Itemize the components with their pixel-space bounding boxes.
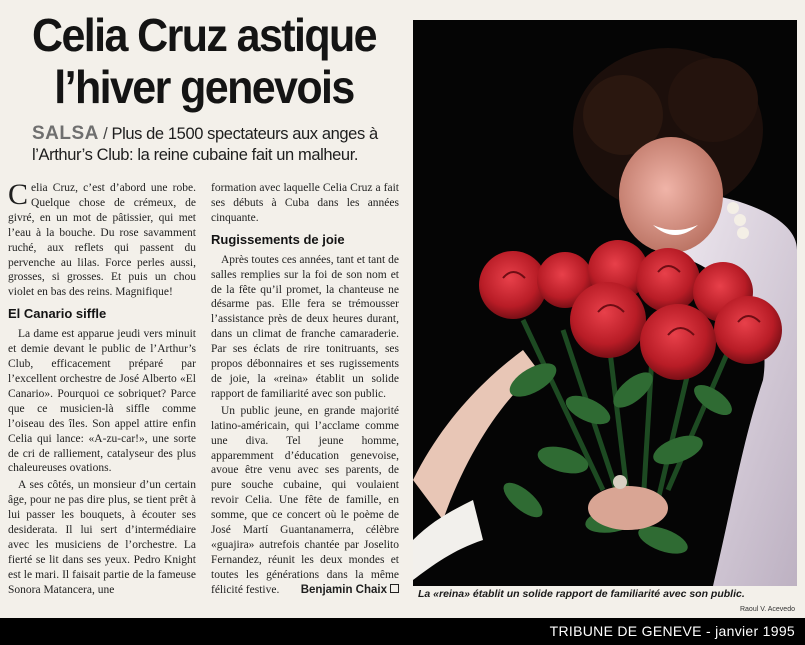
byline: [291, 583, 399, 598]
byline-author: Benjamin Chaix: [300, 583, 387, 596]
ring: [613, 475, 627, 489]
paragraph-text: elia Cruz, c’est d’abord une robe. Quelque chose de crémeux, de givré, en un mot de pâtissier, qui met l’eau à la bouche. Du rose savamment ruché, aux reflets qui passent du pervenche au lilas. Force perles aussi, grosses, si grosses. Et puis un chou violet en bas des reins. Magnifique!: [8, 182, 196, 299]
subheading-el-canario: El Canario siffle: [8, 306, 107, 322]
hair-curl: [668, 58, 758, 142]
deck-separator: /: [98, 125, 112, 143]
face-shape: [619, 137, 723, 253]
article-column-2: [211, 181, 399, 600]
deck-subheadline: [32, 123, 402, 166]
article-paragraph: A ses côtés, un monsieur d’un certain âge, pour ne pas dire plus, se tient prêt à lui passer les bouquets, à écouter ses desiderata. Il lui sert d’intermédiaire avec les musiciens de l’orchestre. La fierté se lit dans ses yeux. Pedro Knight est le mari. Il faisait partie de la fameuse Sonora Matancera, une: [8, 479, 196, 596]
article-paragraph: La dame est apparue jeudi vers minuit et demie devant le public de l’Arthur’s Club, efficacement préparé par l’excellent orchestre de José Alberto «El Canario». Pourquoi ce sobriquet? Parce que ce musicien-là siffle comme l’oiseau des îles. Son appel attire enfin Celia qui lance: «A-zu-car!», une sorte de cri de ralliement, catalyseur des plus chaleureuses ovations.: [8, 328, 196, 475]
article-column-1: [8, 178, 196, 600]
article-paragraph: Après toutes ces années, tant et tant de salles remplies sur la foi de son nom et de la fête qu’il promet, la chanteuse ne désarme pas. Elle fera se trémousser l’assistance près de deux heures durant, dans un climat de franche camaraderie. Par ses éclats de rire tonitruants, ses propos débonnaires et ses rugissements de joie, la «reina» établit un solide rapport de familiarité avec son public.: [211, 253, 399, 400]
article-paragraph: [211, 404, 399, 598]
section-tag: SALSA: [32, 123, 99, 144]
headline-line-1: Celia Cruz astique: [32, 10, 376, 62]
article-paragraph-continued: formation avec laquelle Celia Cruz a fait ses débuts à Cuba dans les années cinquante.: [211, 182, 399, 224]
pearl: [727, 202, 739, 214]
photo-illustration: [413, 20, 797, 586]
rose: [479, 251, 547, 319]
rose: [640, 304, 716, 380]
article-paragraph: [8, 178, 196, 300]
hand-shape: [588, 486, 668, 530]
headline: [8, 10, 400, 114]
rose: [714, 296, 782, 364]
drop-cap: C: [8, 178, 29, 211]
rose: [570, 282, 646, 358]
paragraph-text: Un public jeune, en grande majorité latino-américain, qui l’acclame comme une diva. Tel jeune homme, apparemment d’éducation genevoise, avoue être venu avec ses parents, de pure souche cubaine, qui voulaient revoir Celia. Une fête de famille, en somme, que ce concert où le poème de José Martí Guantanamerra, célèbre «guajira» autrefois chantée par Joselito Fernandez, réunit les deux mondes et toutes les générations dans la même félicité festive.: [211, 404, 399, 596]
deck-text: Plus de 1500 spectateurs aux anges à l’Arthur’s Club: la reine cubaine fait un malheur.: [32, 125, 378, 164]
end-mark-icon: [390, 584, 399, 593]
pearl: [734, 214, 746, 226]
source-label: TRIBUNE DE GENEVE - janvier 1995: [549, 623, 795, 639]
headline-line-2: l’hiver genevois: [54, 61, 354, 114]
pearl: [737, 227, 749, 239]
source-footer-bar: [0, 618, 805, 645]
article-photo: [413, 20, 797, 586]
photo-caption: La «reina» établit un solide rapport de familiarité avec son public.: [418, 588, 745, 600]
photo-credit: Raoul V. Acevedo: [739, 606, 795, 613]
subheading-rugissements: Rugissements de joie: [211, 231, 345, 247]
rose: [636, 248, 700, 312]
